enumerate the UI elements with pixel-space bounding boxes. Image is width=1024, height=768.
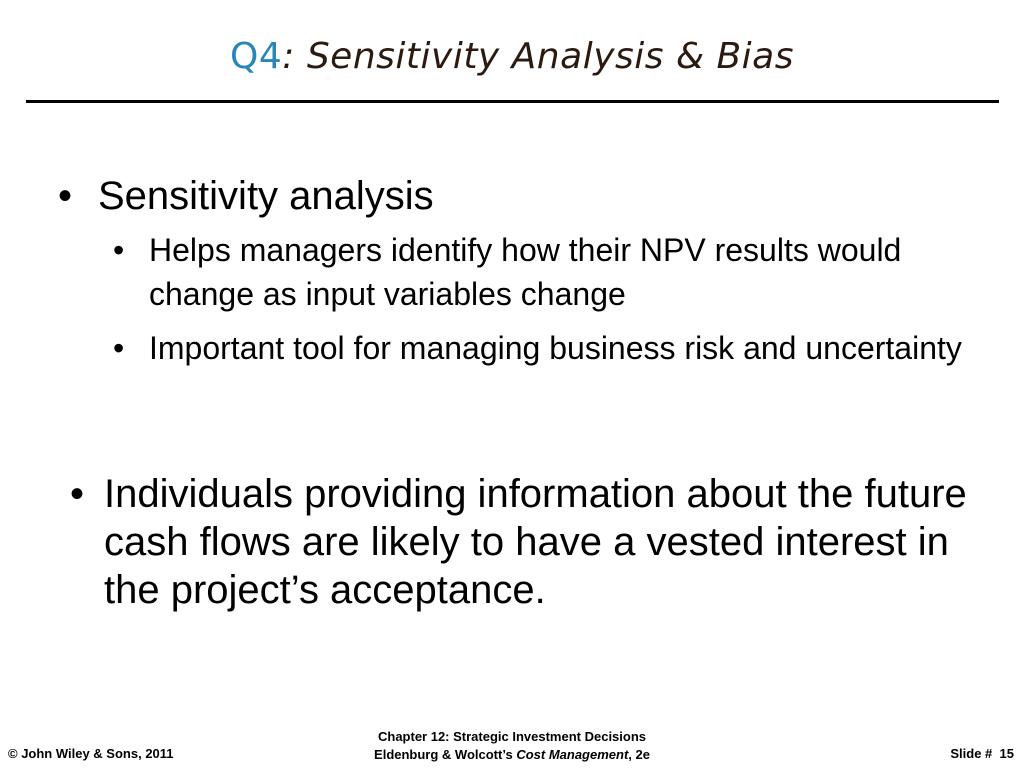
slide-title [0, 36, 1024, 77]
sub-bullet-text: Important tool for managing business risk and uncertainty [149, 330, 962, 366]
bullet-glyph: • [113, 330, 125, 366]
sub-bullet-helps-managers [113, 228, 963, 316]
bullet-glyph: • [113, 232, 125, 268]
bullet-glyph: • [58, 174, 73, 218]
footer-book-title: Cost Management [516, 747, 629, 762]
footer-copyright: © John Wiley & Sons, 2011 [8, 746, 174, 761]
bullet-glyph: • [70, 472, 85, 516]
footer-chapter: Chapter 12: Strategic Investment Decisions [377, 729, 647, 744]
title-divider [26, 100, 999, 103]
sub-bullet-important-tool [113, 326, 963, 370]
slide-title-text: : Sensitivity Analysis & Bias [282, 36, 794, 77]
footer-slide-number [950, 746, 1014, 761]
bullet-text: Individuals providing information about the future cash flows are likely to have a vested interest in the project’s acceptance. [104, 472, 967, 612]
sub-bullet-text: Helps managers identify how their NPV results would change as input variables change [149, 232, 902, 312]
footer-book-authors: Eldenburg & Wolcott’s [374, 747, 517, 762]
slide-number-value: 15 [999, 746, 1014, 761]
slide-title-prefix: Q4 [230, 36, 283, 77]
footer-book [312, 746, 712, 764]
bullet-text: Sensitivity analysis [98, 174, 434, 218]
bullet-sensitivity-analysis [58, 172, 958, 220]
footer-chapter-info [312, 728, 712, 764]
bullet-individuals-bias [70, 470, 1000, 614]
slide-number-label: Slide # [950, 746, 993, 761]
footer-book-edition: , 2e [628, 747, 650, 762]
